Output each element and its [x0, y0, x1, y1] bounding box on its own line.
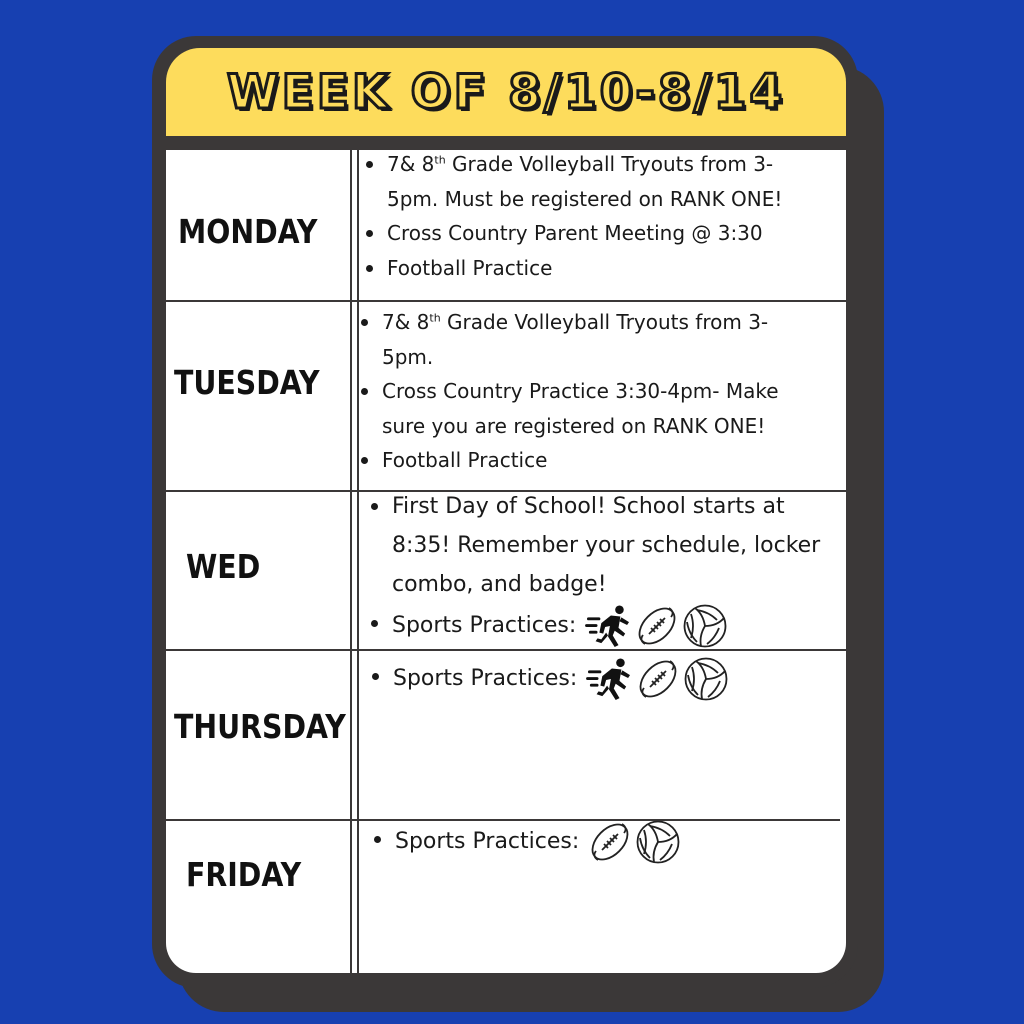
day-label-friday: FRIDAY — [186, 855, 302, 894]
tuesday-items — [358, 305, 838, 478]
volleyball-icon — [683, 604, 727, 648]
column-divider — [350, 150, 352, 973]
row-divider — [166, 300, 846, 302]
runner-icon — [586, 658, 632, 700]
row-divider — [166, 649, 846, 651]
list-item: Sports Practices: — [369, 657, 839, 701]
list-item: Football Practice — [363, 251, 833, 286]
schedule-table — [166, 150, 846, 973]
list-item: Sports Practices: — [368, 604, 838, 648]
list-item: Football Practice — [358, 443, 838, 478]
runner-icon — [585, 605, 631, 647]
wed-items — [368, 487, 838, 648]
list-item: 7& 8th Grade Volleyball Tryouts from 3- 5pm. Must be registered on RANK ONE! — [363, 150, 833, 216]
list-item: Cross Country Practice 3:30-4pm- Make sure you are registered on RANK ONE! — [358, 374, 838, 443]
list-item: Sports Practices: — [371, 820, 841, 864]
column-divider — [357, 150, 359, 973]
football-icon — [636, 657, 680, 701]
day-label-tuesday: TUESDAY — [174, 363, 320, 402]
friday-items — [371, 820, 841, 864]
day-label-wed: WED — [186, 547, 261, 586]
list-item: 7& 8th Grade Volleyball Tryouts from 3- 5pm. — [358, 305, 838, 374]
title-banner — [166, 48, 846, 136]
list-item: Cross Country Parent Meeting @ 3:30 — [363, 216, 833, 251]
page-title: WEEK OF 8/10-8/14 — [226, 64, 786, 120]
volleyball-icon — [684, 657, 728, 701]
day-label-thursday: THURSDAY — [174, 707, 346, 746]
football-icon — [635, 604, 679, 648]
monday-items — [363, 150, 833, 285]
list-item: First Day of School! School starts at 8:35! Remember your schedule, locker combo, and badge! — [368, 487, 838, 604]
volleyball-icon — [636, 820, 680, 864]
football-icon — [588, 820, 632, 864]
day-label-monday: MONDAY — [178, 212, 318, 251]
thursday-items — [369, 657, 839, 701]
